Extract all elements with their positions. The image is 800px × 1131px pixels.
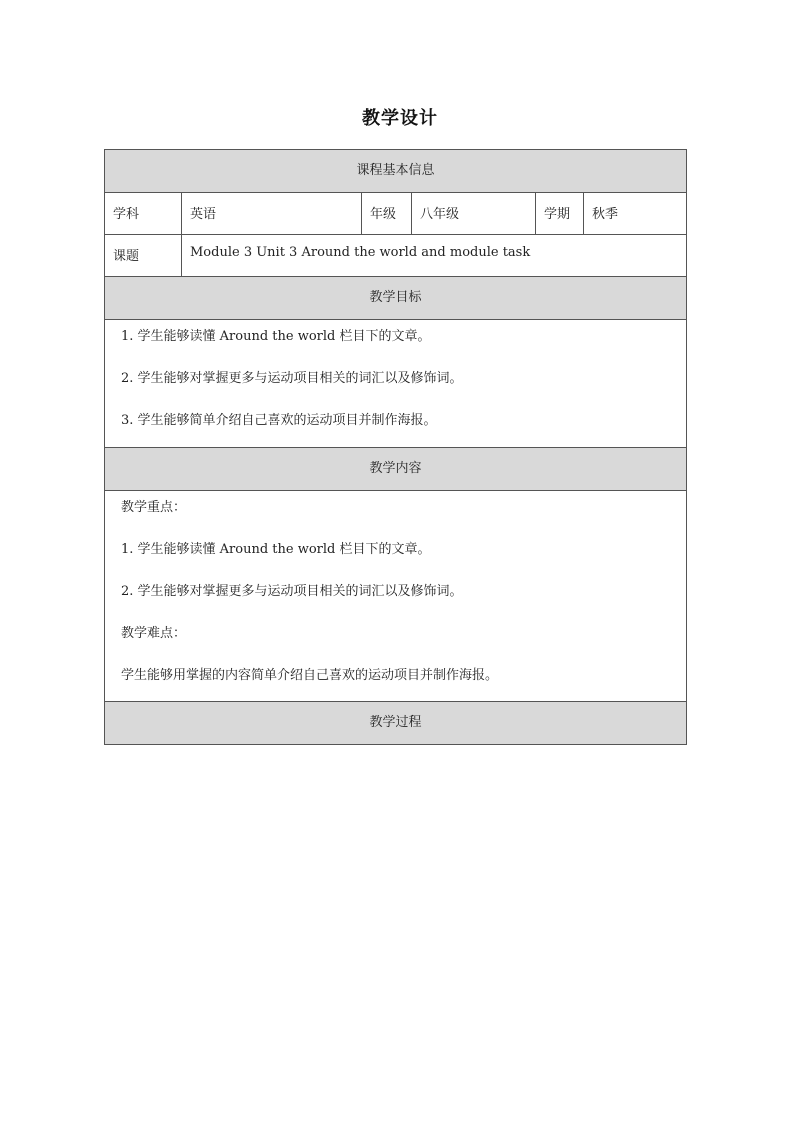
document-title: 教学设计 [362,108,438,129]
objective-item: 1. 学生能够读懂 Around the world 栏目下的文章。 [121,329,431,344]
grade-label: 年级 [362,193,412,235]
objective-item: 3. 学生能够简单介绍自己喜欢的运动项目并制作海报。 [121,413,437,428]
objective-item: 2. 学生能够对掌握更多与运动项目相关的词汇以及修饰词。 [121,371,463,386]
lesson-plan-table [104,149,687,745]
topic-row [105,235,687,277]
objectives-header-row [105,277,687,320]
objectives-row [105,320,687,448]
objectives-header: 教学目标 [105,277,687,320]
topic-value: Module 3 Unit 3 Around the world and module task [182,235,687,277]
term-label: 学期 [536,193,584,235]
key-point-item: 1. 学生能够读懂 Around the world 栏目下的文章。 [121,542,431,557]
subject-value: 英语 [182,193,362,235]
content-header: 教学内容 [105,448,687,491]
subject-row [105,193,687,235]
content-header-row [105,448,687,491]
process-header-row [105,702,687,745]
key-points-label: 教学重点： [121,500,187,515]
process-header: 教学过程 [105,702,687,745]
subject-label: 学科 [105,193,182,235]
difficulty-item: 学生能够用掌握的内容简单介绍自己喜欢的运动项目并制作海报。 [121,668,499,683]
basic-info-header: 课程基本信息 [105,150,687,193]
topic-label: 课题 [105,235,182,277]
basic-info-header-row [105,150,687,193]
content-row [105,491,687,702]
key-point-item: 2. 学生能够对掌握更多与运动项目相关的词汇以及修饰词。 [121,584,463,599]
term-value: 秋季 [584,193,687,235]
difficulties-label: 教学难点： [121,626,187,641]
objectives-cell [105,320,687,448]
content-cell [105,491,687,702]
grade-value: 八年级 [412,193,536,235]
